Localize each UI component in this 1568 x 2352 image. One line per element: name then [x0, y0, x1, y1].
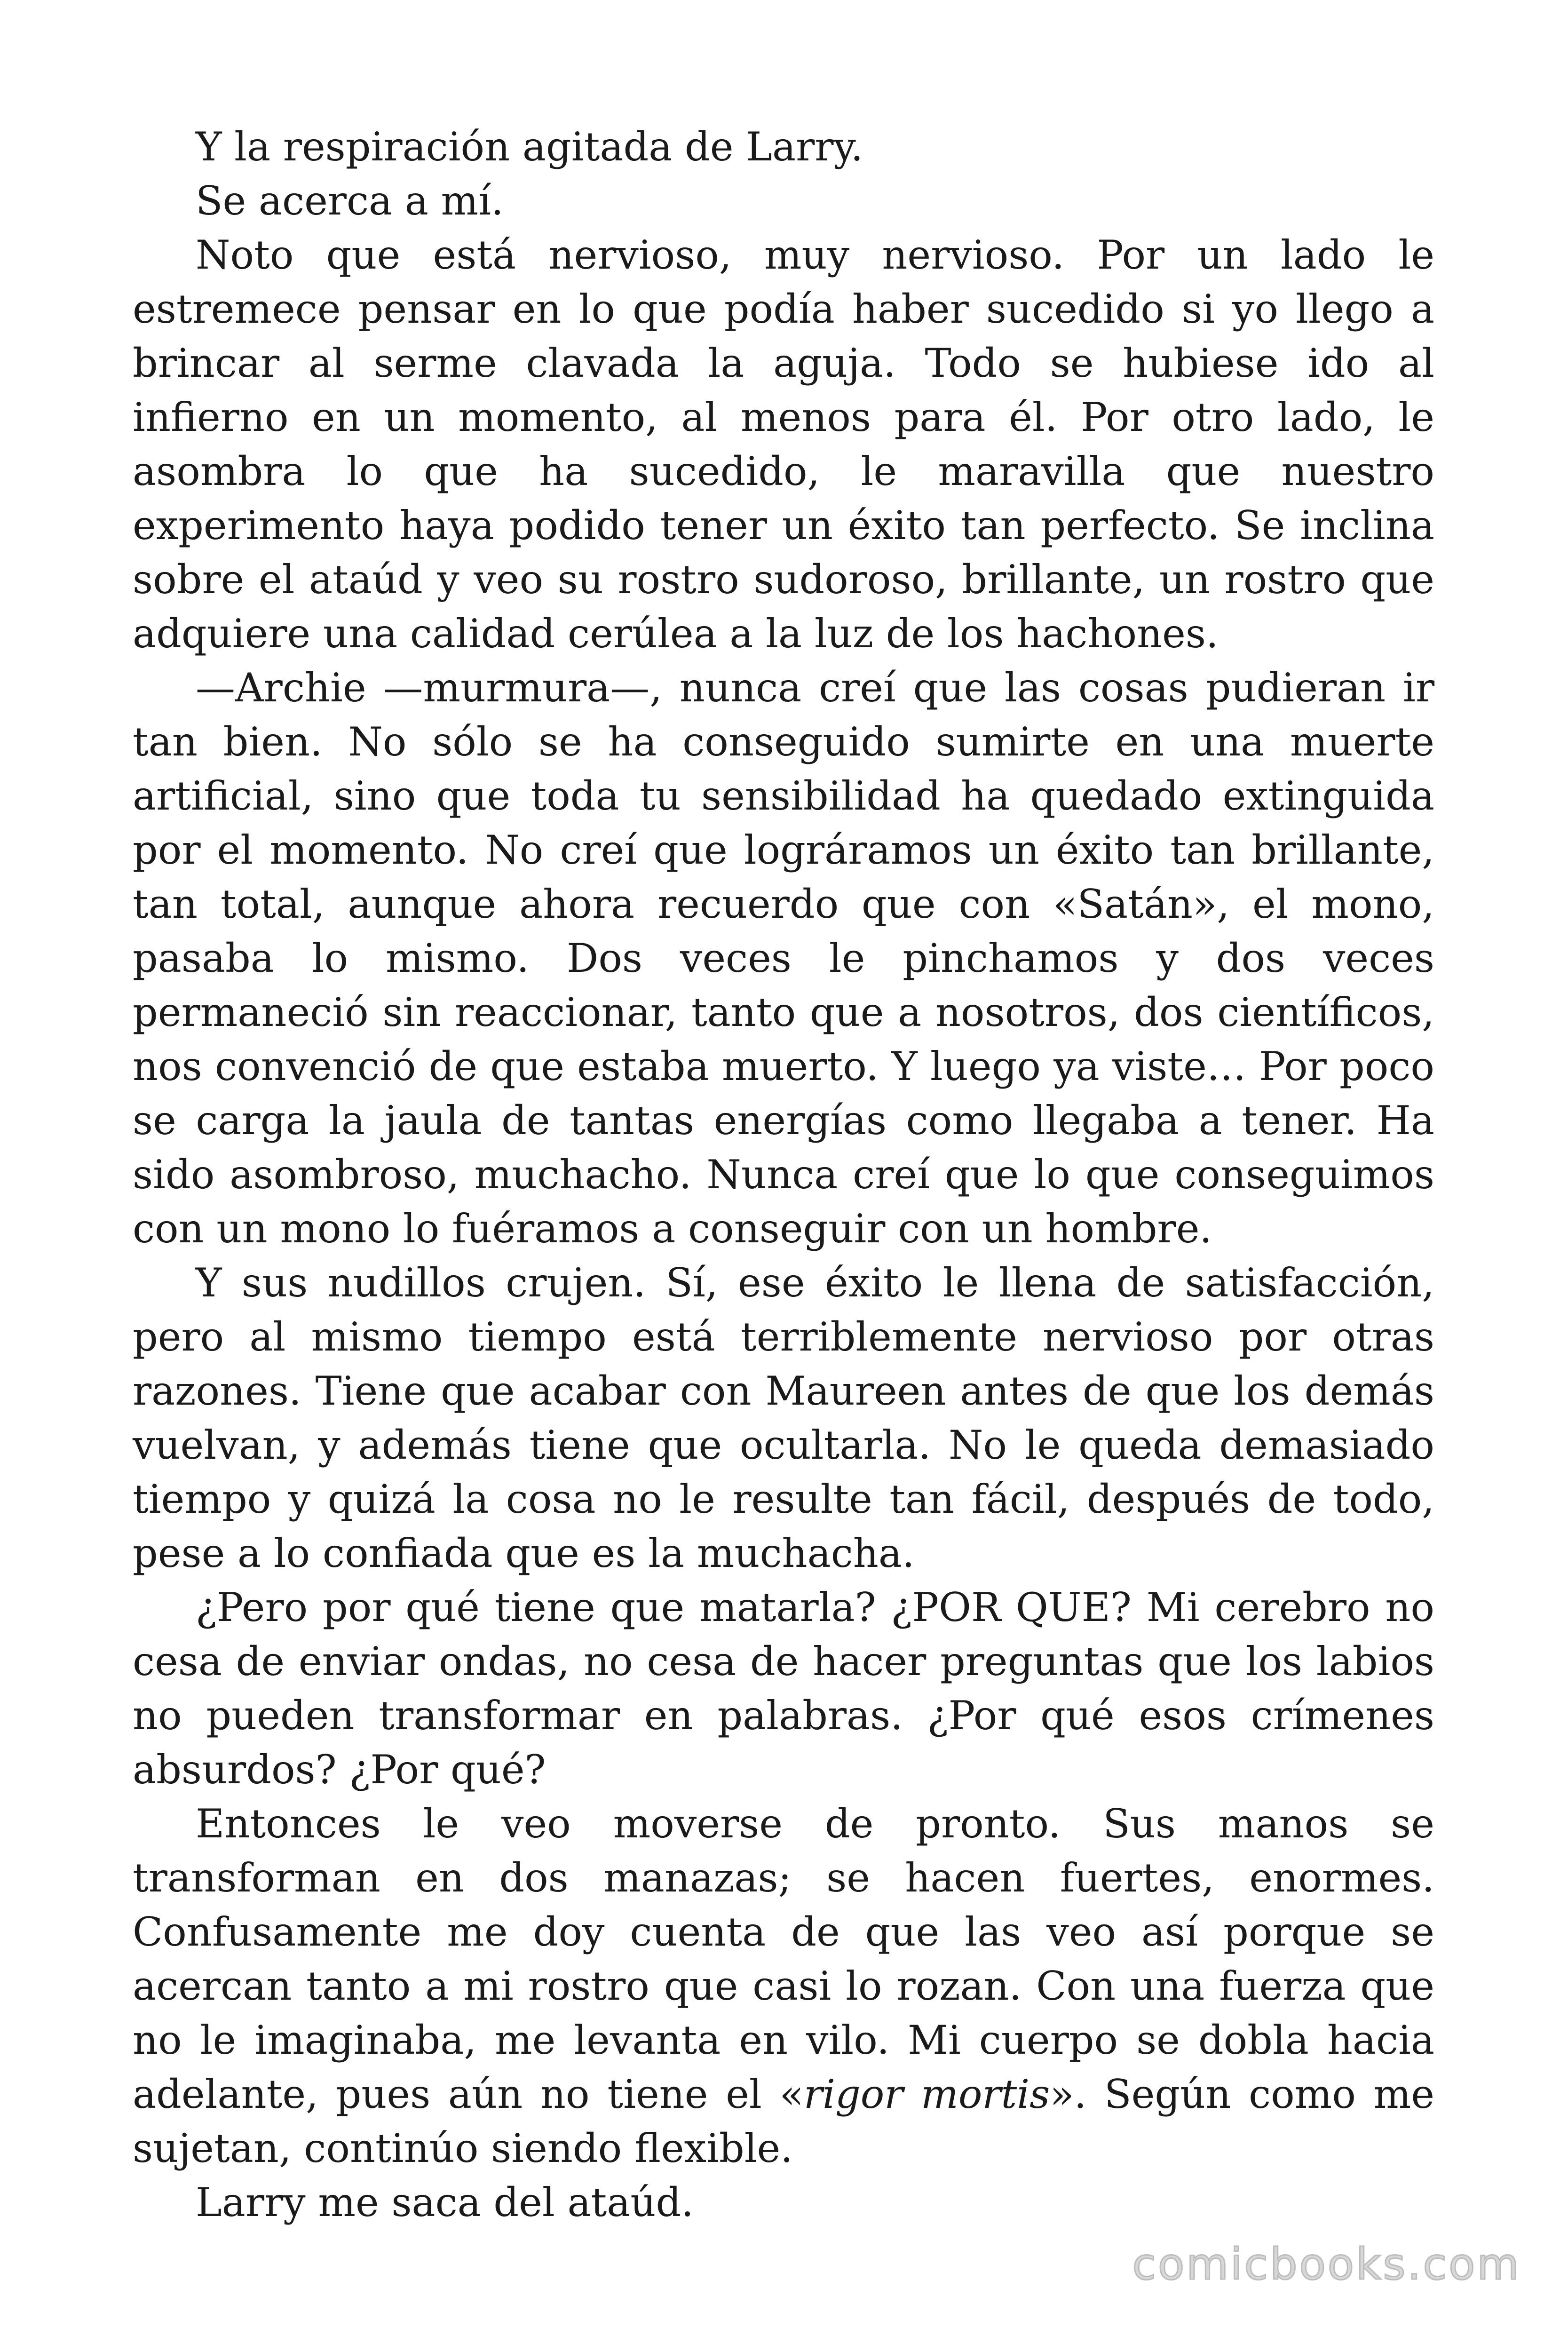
- paragraph-with-italic: [133, 1797, 1434, 2176]
- paragraph: Y sus nudillos crujen. Sí, ese éxito le llena de satisfacción, pero al mismo tiempo está terriblemente nervioso por otras razones. Tiene que acabar con Maureen antes de que los demás vuelvan, y además tiene que ocultarla. No le queda demasiado tiempo y quizá la cosa no le resulte tan fácil, después de todo, pese a lo confiada que es la muchacha.: [133, 1260, 1434, 1576]
- paragraph: Y la respiración agitada de Larry.: [196, 124, 863, 170]
- page-body: [133, 120, 1434, 2230]
- paragraph-text: Entonces le veo moverse de pronto. Sus manos se transforman en dos manazas; se hacen fuertes, enormes. Confusamente me doy cuenta de que las veo así porque se acercan tanto a mi rostro que casi lo rozan. Con una fuerza que no le imaginaba, me levanta en vilo. Mi cuerpo se dobla hacia adelante, pues aún no tiene el «: [133, 1801, 1434, 2117]
- italic-term: rigor mortis: [803, 2071, 1050, 2117]
- paragraph: Se acerca a mí.: [196, 178, 504, 224]
- paragraph: ¿Pero por qué tiene que matarla? ¿POR QUE? Mi cerebro no cesa de enviar ondas, no cesa de hacer preguntas que los labios no pueden transformar en palabras. ¿Por qué esos crímenes absurdos? ¿Por qué?: [133, 1584, 1434, 1793]
- paragraph: —Archie —murmura—, nunca creí que las cosas pudieran ir tan bien. No sólo se ha conseguido sumirte en una muerte artificial, sino que toda tu sensibilidad ha quedado extinguida por el momento. No creí que lográramos un éxito tan brillante, tan total, aunque ahora recuerdo que con «Satán», el mono, pasaba lo mismo. Dos veces le pinchamos y dos veces permaneció sin reaccionar, tanto que a nosotros, dos científicos, nos convenció de que estaba muerto. Y luego ya viste… Por poco se carga la jaula de tantas energías como llegaba a tener. Ha sido asombroso, muchacho. Nunca creí que lo que conseguimos con un mono lo fuéramos a conseguir con un hombre.: [133, 665, 1434, 1252]
- closing-paragraph: Larry me saca del ataúd.: [196, 2179, 694, 2225]
- paragraph: Noto que está nervioso, muy nervioso. Por un lado le estremece pensar en lo que podía haber sucedido si yo llego a brincar al serme clavada la aguja. Todo se hubiese ido al infierno en un momento, al menos para él. Por otro lado, le asombra lo que ha sucedido, le maravilla que nuestro experimento haya podido tener un éxito tan perfecto. Se inclina sobre el ataúd y veo su rostro sudoroso, brillante, un rostro que adquiere una calidad cerúlea a la luz de los hachones.: [133, 232, 1434, 657]
- watermark: comicbooks.com: [1132, 2239, 1521, 2289]
- paragraph-text: ». Según como me sujetan, continúo siendo flexible.: [133, 2071, 1434, 2171]
